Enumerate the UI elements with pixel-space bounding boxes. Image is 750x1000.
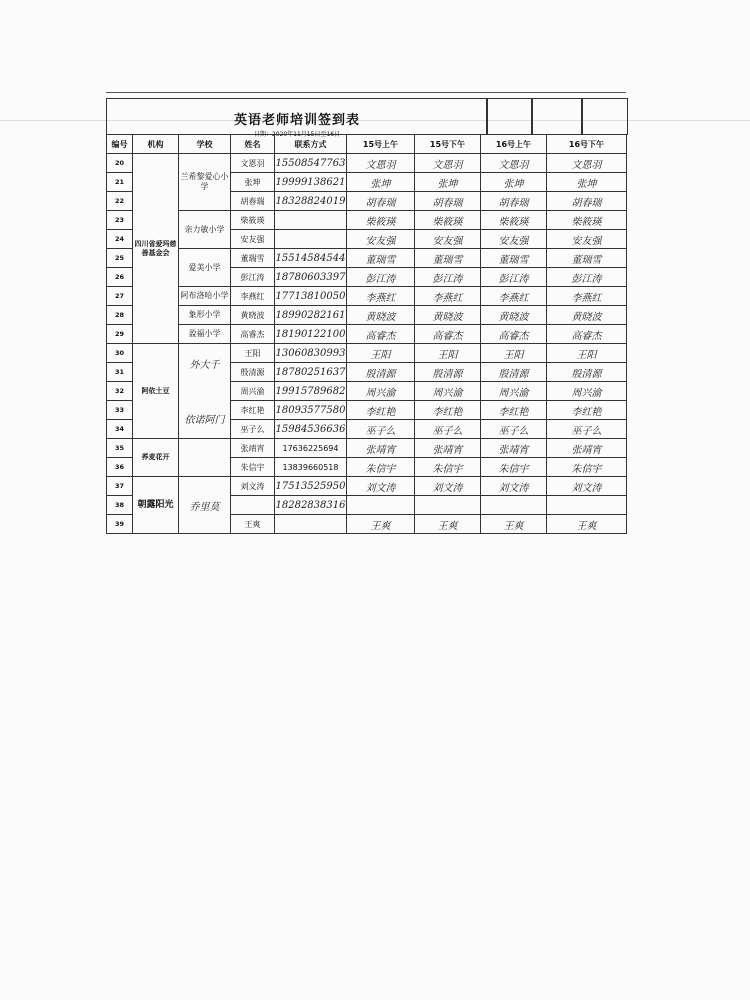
signature-cell: 柴筱瑛 [415,211,481,230]
signature-cell [481,496,547,515]
signature-cell: 胡春瑞 [415,192,481,211]
phone-cell: 17636225694 [275,439,347,458]
signature-cell: 李红艳 [481,401,547,420]
signature-cell: 刘文涛 [547,477,627,496]
signature-cell: 王爽 [547,515,627,534]
sign-in-table [106,134,627,534]
table-row [107,211,627,230]
signature-cell: 张靖宵 [481,439,547,458]
signature-cell: 柴筱瑛 [347,211,415,230]
phone-cell: 19915789682 [275,382,347,401]
phone-cell [275,211,347,230]
signature-cell: 巫子么 [547,420,627,439]
signature-cell: 彭江涛 [547,268,627,287]
org-cell: 阿依土豆 [133,344,179,439]
row-number: 39 [107,515,133,534]
col-header-name: 姓名 [231,135,275,154]
signature-cell: 高睿杰 [415,325,481,344]
school-cell: 爱美小学 [179,249,231,287]
phone-cell: 18990282161 [275,306,347,325]
table-row [107,477,627,496]
signature-cell: 高睿杰 [347,325,415,344]
name-cell: 巫子么 [231,420,275,439]
row-number: 37 [107,477,133,496]
row-number: 24 [107,230,133,249]
signature-cell: 王爽 [481,515,547,534]
signature-cell: 刘文涛 [347,477,415,496]
handwritten-school-top: 外大千 [189,360,220,371]
phone-cell: 17513525950 [275,477,347,496]
signature-cell: 王阳 [415,344,481,363]
name-cell: 王爽 [231,515,275,534]
school-handwritten-cell [179,344,231,439]
signature-cell: 王阳 [547,344,627,363]
table-row [107,325,627,344]
name-cell: 殷清源 [231,363,275,382]
signature-cell: 周兴渝 [347,382,415,401]
phone-cell: 15514584544 [275,249,347,268]
signature-cell: 张坤 [481,173,547,192]
signature-cell: 胡春瑞 [347,192,415,211]
signature-cell: 刘文涛 [415,477,481,496]
phone-cell: 13060830993 [275,344,347,363]
header-row [107,135,627,154]
signature-cell: 李燕红 [347,287,415,306]
phone-cell: 13839660518 [275,458,347,477]
row-number: 29 [107,325,133,344]
signature-cell: 彭江涛 [347,268,415,287]
signature-cell: 李燕红 [547,287,627,306]
signature-cell: 张坤 [347,173,415,192]
row-number: 32 [107,382,133,401]
signature-cell: 朱信宇 [547,458,627,477]
signature-cell: 安友强 [415,230,481,249]
signature-cell: 董瑞雪 [547,249,627,268]
signature-cell: 柴筱瑛 [547,211,627,230]
header-blank-cell [531,98,583,135]
name-cell: 黄晓波 [231,306,275,325]
phone-cell: 15508547763 [275,154,347,173]
col-header-contact: 联系方式 [275,135,347,154]
signature-cell: 黄晓波 [347,306,415,325]
signature-cell: 文恩羽 [481,154,547,173]
name-cell: 李红艳 [231,401,275,420]
signature-cell: 安友强 [481,230,547,249]
name-cell: 高睿杰 [231,325,275,344]
signature-cell: 李红艳 [415,401,481,420]
table-row [107,439,627,458]
row-number: 36 [107,458,133,477]
signature-cell: 周兴渝 [481,382,547,401]
signature-cell [347,496,415,515]
signature-cell: 朱信宇 [347,458,415,477]
signature-cell: 安友强 [347,230,415,249]
signature-cell [415,496,481,515]
org-cell: 朝露阳光 [133,477,179,534]
phone-cell: 15984536636 [275,420,347,439]
signature-cell: 巫子么 [415,420,481,439]
school-cell-empty [179,439,231,477]
signature-cell: 王爽 [415,515,481,534]
name-cell: 董瑞雪 [231,249,275,268]
signature-cell: 周兴渝 [415,382,481,401]
phone-cell [275,515,347,534]
row-number: 28 [107,306,133,325]
table-row [107,344,627,363]
org-cell: 荞麦花开 [133,439,179,477]
phone-cell: 17713810050 [275,287,347,306]
signature-cell: 朱信宇 [415,458,481,477]
phone-cell: 18780603397 [275,268,347,287]
name-cell: 张靖宵 [231,439,275,458]
signature-cell: 殷清源 [415,363,481,382]
signature-cell: 王爽 [347,515,415,534]
col-header-number: 编号 [107,135,133,154]
name-cell: 彭江涛 [231,268,275,287]
row-number: 20 [107,154,133,173]
col-header-16am: 16号上午 [481,135,547,154]
signature-cell: 胡春瑞 [481,192,547,211]
row-number: 27 [107,287,133,306]
org-cell: 四川省爱玛慈善基金会 [133,154,179,344]
signature-cell: 董瑞雪 [415,249,481,268]
name-cell: 文恩羽 [231,154,275,173]
name-cell: 王阳 [231,344,275,363]
name-cell: 张坤 [231,173,275,192]
name-cell: 朱信宇 [231,458,275,477]
signature-cell: 周兴渝 [547,382,627,401]
signature-cell: 巫子么 [481,420,547,439]
row-number: 26 [107,268,133,287]
signature-cell: 朱信宇 [481,458,547,477]
row-number: 30 [107,344,133,363]
name-cell: 刘文涛 [231,477,275,496]
signature-cell: 黄晓波 [481,306,547,325]
col-header-15am: 15号上午 [347,135,415,154]
table-row [107,306,627,325]
name-cell: 胡春瑞 [231,192,275,211]
signature-cell: 董瑞雪 [481,249,547,268]
signature-cell: 李红艳 [347,401,415,420]
title-box [106,98,488,138]
signature-cell: 巫子么 [347,420,415,439]
phone-cell: 18190122100 [275,325,347,344]
table-row [107,287,627,306]
phone-cell [275,230,347,249]
row-number: 34 [107,420,133,439]
row-number: 35 [107,439,133,458]
signature-cell: 刘文涛 [481,477,547,496]
signature-cell: 董瑞雪 [347,249,415,268]
signature-cell: 安友强 [547,230,627,249]
signature-cell: 殷清源 [481,363,547,382]
signature-cell: 李燕红 [415,287,481,306]
header-blank-cell [486,98,533,135]
signature-cell: 彭江涛 [415,268,481,287]
signature-cell: 张坤 [415,173,481,192]
row-number: 38 [107,496,133,515]
signature-cell: 胡春瑞 [547,192,627,211]
sign-in-sheet [106,92,626,542]
signature-cell [547,496,627,515]
name-cell: 柴筱瑛 [231,211,275,230]
phone-cell: 18328824019 [275,192,347,211]
row-number: 23 [107,211,133,230]
signature-cell: 张靖宵 [415,439,481,458]
row-number: 22 [107,192,133,211]
signature-cell: 张靖宵 [547,439,627,458]
handwritten-school-bottom: 依诺阿门 [184,415,225,426]
school-cell: 亲力敏小学 [179,211,231,249]
signature-cell: 高睿杰 [481,325,547,344]
signature-cell: 文恩羽 [415,154,481,173]
phone-cell: 19999138621 [275,173,347,192]
signature-cell: 柴筱瑛 [481,211,547,230]
signature-cell: 殷清源 [347,363,415,382]
table-row [107,154,627,173]
col-header-16pm: 16号下午 [547,135,627,154]
signature-cell: 王阳 [481,344,547,363]
name-cell: 周兴渝 [231,382,275,401]
signature-cell: 张坤 [547,173,627,192]
signature-cell: 黄晓波 [547,306,627,325]
signature-cell: 文恩羽 [547,154,627,173]
col-header-15pm: 15号下午 [415,135,481,154]
school-cell: 阿布洛哈小学 [179,287,231,306]
phone-cell: 18780251637 [275,363,347,382]
signature-cell: 文恩羽 [347,154,415,173]
school-cell: 盈福小学 [179,325,231,344]
school-handwritten-cell: 乔里莫 [179,477,231,534]
name-cell: 安友强 [231,230,275,249]
signature-cell: 李红艳 [547,401,627,420]
school-cell: 兰希黎爱心小学 [179,154,231,211]
school-cell: 象形小学 [179,306,231,325]
sheet-title: 英语老师培训签到表 [233,113,360,128]
signature-cell: 王阳 [347,344,415,363]
row-number: 31 [107,363,133,382]
signature-cell: 张靖宵 [347,439,415,458]
name-cell: 李燕红 [231,287,275,306]
name-cell [231,496,275,515]
sheet-date: 日期：2020年11月15日至16日 [253,131,341,138]
signature-cell: 高睿杰 [547,325,627,344]
signature-cell: 李燕红 [481,287,547,306]
row-number: 21 [107,173,133,192]
phone-cell: 18282838316 [275,496,347,515]
table-row [107,249,627,268]
signature-cell: 彭江涛 [481,268,547,287]
row-number: 25 [107,249,133,268]
phone-cell: 18093577580 [275,401,347,420]
signature-cell: 黄晓波 [415,306,481,325]
col-header-school: 学校 [179,135,231,154]
signature-cell: 殷清源 [547,363,627,382]
row-number: 33 [107,401,133,420]
col-header-org: 机构 [133,135,179,154]
header-blank-cell [581,98,628,135]
